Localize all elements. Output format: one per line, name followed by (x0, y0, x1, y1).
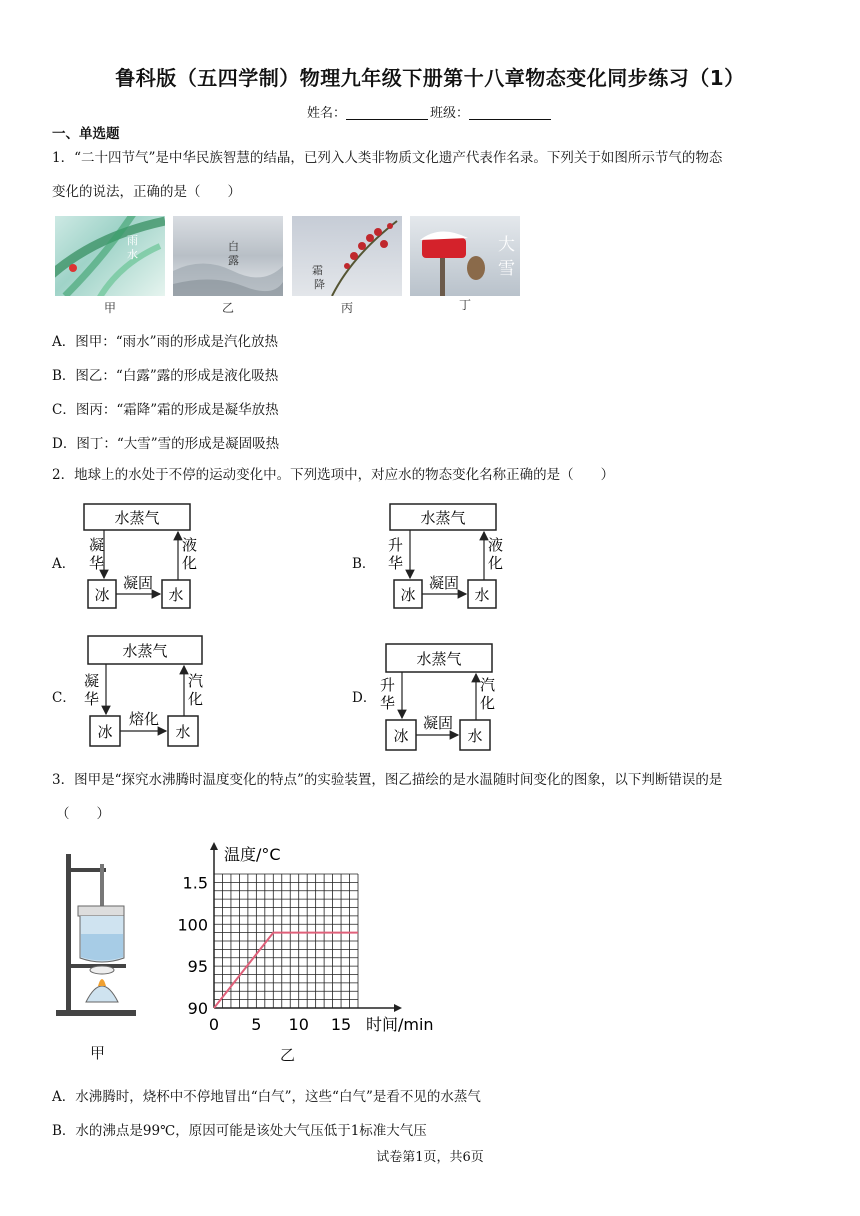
red-berries-image (292, 216, 402, 296)
temperature-time-chart (170, 838, 470, 1048)
x-tick-label: 0 (208, 1015, 220, 1034)
q1-line2: 变化的说法，正确的是（ ） (52, 184, 241, 200)
q2-line1: 2．地球上的水处于不停的运动变化中。下列选项中，对应水的物态变化名称正确的是（ ） (52, 467, 615, 483)
chart-series (214, 933, 358, 1008)
q1-line1: 1．“二十四节气”是中华民族智慧的结晶，已列入人类非物质文化遗产代表作名录。下列关于如图所示节气的物态 (52, 150, 723, 166)
bottom-transition-label: 凝固 (428, 574, 460, 592)
water-box-text: 水 (474, 586, 490, 604)
left-transition-label: 升华 (388, 536, 404, 572)
ice-box-text: 冰 (393, 727, 409, 745)
q2-option-d-diagram[interactable] (374, 640, 514, 754)
class-blank[interactable] (469, 105, 551, 120)
x-axis-label: 时间/min (366, 1015, 434, 1034)
water-box-text: 水 (175, 723, 191, 741)
q3-option-a[interactable]: A．水沸腾时，烧杯中不停地冒出“白气”，这些“白气”是看不见的水蒸气 (52, 1089, 481, 1105)
boiling-apparatus-image (52, 850, 152, 1020)
y-tick-label: 90 (187, 999, 208, 1018)
photo-text-2: 雪 (498, 259, 515, 279)
right-transition-label: 汽化 (480, 676, 496, 712)
vapor-box-text: 水蒸气 (420, 509, 466, 527)
vapor-box-text: 水蒸气 (114, 509, 160, 527)
series-line (214, 933, 358, 1008)
right-transition-label: 液化 (182, 536, 198, 572)
water-box-text: 水 (467, 727, 483, 745)
bamboo-leaves-image (55, 216, 165, 296)
q1-option-d[interactable]: D．图丁：“大雪”雪的形成是凝固吸热 (52, 436, 280, 452)
y-tick-label: 1.5 (182, 873, 208, 893)
photo-text-1: 白 (228, 240, 239, 253)
q2-option-d-letter[interactable]: D． (352, 690, 377, 706)
y-tick-label: 100 (177, 915, 208, 935)
vapor-box-text: 水蒸气 (122, 642, 168, 660)
q2-option-c-letter[interactable]: C． (52, 690, 76, 706)
q2-option-b-letter[interactable]: B． (352, 556, 376, 572)
left-transition-label: 升华 (380, 676, 396, 712)
photo-text-1: 霜 (312, 264, 323, 277)
ice-box-text: 冰 (97, 723, 113, 741)
left-transition-label: 凝华 (89, 536, 105, 572)
photo-caption: 甲 (103, 301, 116, 315)
apparatus-caption: 甲 (90, 1044, 106, 1062)
q2-option-b-diagram[interactable] (376, 498, 516, 616)
name-blank[interactable] (346, 105, 428, 120)
y-tick-label: 95 (187, 957, 208, 977)
q2-option-a-letter[interactable]: A． (52, 556, 76, 572)
q2-option-a-diagram[interactable] (70, 498, 210, 616)
x-tick-label: 5 (251, 1015, 262, 1034)
page-title: 鲁科版（五四学制）物理九年级下册第十八章物态变化同步练习（1） (115, 66, 745, 90)
name-label: 姓名： (306, 106, 346, 121)
photo-text-1: 大 (498, 235, 515, 255)
chart-ticks (177, 873, 351, 1034)
chart-caption: 乙 (280, 1046, 296, 1064)
x-tick-label: 10 (288, 1015, 309, 1034)
q1-option-c[interactable]: C．图丙：“霜降”霜的形成是凝华放热 (52, 402, 279, 418)
right-transition-label: 液化 (488, 536, 504, 572)
photo-text-2: 露 (228, 254, 239, 267)
q3-line2: （ ） (56, 806, 110, 822)
bottom-transition-label: 凝固 (122, 574, 154, 592)
ice-box-text: 冰 (400, 586, 416, 604)
photo-heavy-snow (410, 216, 520, 296)
page-footer: 试卷第1页，共6页 (376, 1150, 484, 1165)
q3-option-b[interactable]: B．水的沸点是99℃，原因可能是该处大气压低于1标准大气压 (52, 1123, 427, 1139)
class-label: 班级： (430, 106, 470, 121)
water-box-text: 水 (168, 586, 184, 604)
photo-caption: 乙 (221, 301, 234, 315)
y-axis-arrow (210, 842, 218, 850)
right-transition-label: 汽化 (188, 672, 204, 708)
photo-text-2: 水 (127, 248, 138, 261)
section-heading: 一、单选题 (52, 126, 120, 142)
q3-line1: 3．图甲是“探究水沸腾时温度变化的特点”的实验装置，图乙描绘的是水温随时间变化的图象，以下判断错误的是 (52, 772, 723, 788)
chart-grid (214, 874, 358, 1008)
q1-option-b[interactable]: B．图乙：“白露”露的形成是液化吸热 (52, 368, 279, 384)
bottom-transition-label: 凝固 (422, 714, 454, 732)
photo-caption: 丁 (458, 298, 471, 312)
left-transition-label: 凝华 (84, 672, 100, 708)
x-tick-label: 15 (330, 1015, 352, 1034)
photo-rain-water (55, 216, 165, 296)
q2-option-c-diagram[interactable] (74, 632, 214, 750)
photo-text-2: 降 (314, 278, 325, 291)
x-axis-arrow (394, 1004, 402, 1012)
chart-axes (210, 842, 402, 1012)
photo-caption: 丙 (340, 301, 353, 315)
ice-box-text: 冰 (94, 586, 110, 604)
photo-frost-descent (292, 216, 402, 296)
photo-text-1: 雨 (127, 234, 138, 247)
y-axis-label: 温度/°C (224, 845, 281, 864)
bottom-transition-label: 熔化 (128, 710, 160, 728)
student-info (0, 102, 860, 121)
vapor-box-text: 水蒸气 (416, 650, 462, 668)
photo-white-dew (173, 216, 283, 296)
q1-option-a[interactable]: A．图甲：“雨水”雨的形成是汽化放热 (52, 334, 279, 350)
